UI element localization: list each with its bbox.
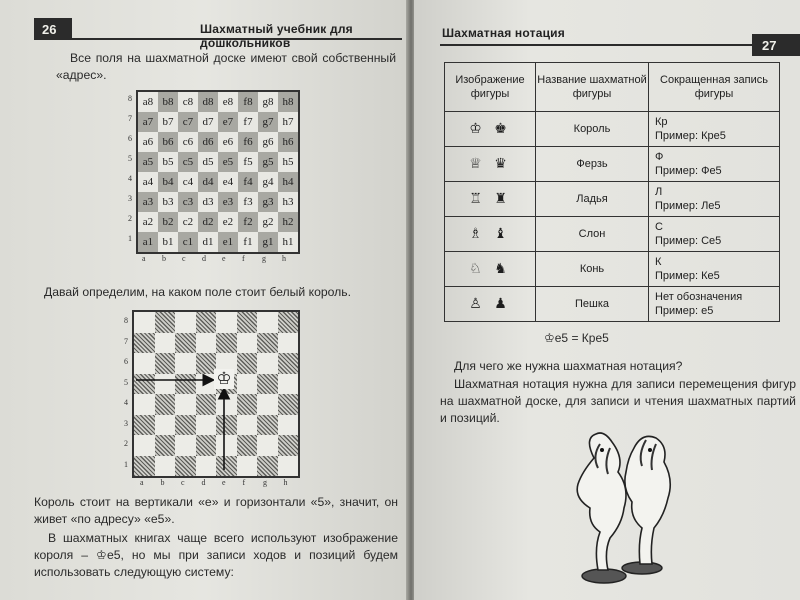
example-text: Пример: Кре5 xyxy=(655,130,726,142)
board1-square: b6 xyxy=(158,132,178,152)
board1-square: f4 xyxy=(238,172,258,192)
piece-name: Ладья xyxy=(536,182,649,217)
board1-square: f6 xyxy=(238,132,258,152)
board1-square: e2 xyxy=(218,212,238,232)
page-number-left xyxy=(34,18,72,40)
col-header-name: Название шахматной фигуры xyxy=(536,63,649,112)
board1-square: d3 xyxy=(198,192,218,212)
board1-square: c8 xyxy=(178,92,198,112)
rank-label: 2 xyxy=(128,214,132,223)
board1-square: e7 xyxy=(218,112,238,132)
board1-square: a1 xyxy=(138,232,158,252)
board1-square: c2 xyxy=(178,212,198,232)
piece-icons: ♖ ♜ xyxy=(445,182,536,217)
file-label: d xyxy=(201,478,206,487)
rank-label: 5 xyxy=(124,377,128,387)
page-number-right xyxy=(752,34,800,56)
board1-square: f1 xyxy=(238,232,258,252)
board1-square: b8 xyxy=(158,92,178,112)
rank-label: 8 xyxy=(124,316,128,325)
board1-square: d6 xyxy=(198,132,218,152)
board1-square: h3 xyxy=(278,192,298,212)
board1-square: b1 xyxy=(158,232,178,252)
board1-square: g6 xyxy=(258,132,278,152)
abbr-text: Нет обозначения xyxy=(655,291,743,303)
board1-grid xyxy=(136,90,300,254)
piece-abbreviation xyxy=(649,147,780,182)
file-label: d xyxy=(202,254,206,263)
example-text: Пример: Ле5 xyxy=(655,200,721,212)
board1-square: g1 xyxy=(258,232,278,252)
table-row xyxy=(445,287,780,322)
piece-abbreviation xyxy=(649,217,780,252)
example-text: Пример: Ке5 xyxy=(655,270,720,282)
piece-icons: ♙ ♟ xyxy=(445,287,536,322)
file-label: g xyxy=(262,254,266,263)
board1-square: e3 xyxy=(218,192,238,212)
piece-abbreviation xyxy=(649,252,780,287)
board1-square: f3 xyxy=(238,192,258,212)
rank-label: 1 xyxy=(128,234,132,243)
piece-abbreviation xyxy=(649,287,780,322)
abbr-text: Л xyxy=(655,186,663,198)
piece-name: Король xyxy=(536,112,649,147)
board1-square: c6 xyxy=(178,132,198,152)
rank-label: 3 xyxy=(124,418,128,428)
file-label: a xyxy=(140,478,144,487)
white-king-icon: ♔ xyxy=(214,369,234,389)
file-label: c xyxy=(182,254,186,263)
rank-label: 6 xyxy=(124,357,128,366)
board1-square: h7 xyxy=(278,112,298,132)
board1-square: f7 xyxy=(238,112,258,132)
board1-square: h8 xyxy=(278,92,298,112)
equation: ♔е5 = Кре5 xyxy=(544,331,609,345)
file-label: c xyxy=(181,478,185,487)
file-label: b xyxy=(162,254,166,263)
board1-square: d7 xyxy=(198,112,218,132)
arrows-overlay xyxy=(132,310,300,478)
file-label: f xyxy=(242,254,245,263)
notation-table-body xyxy=(445,112,780,322)
rank-label: 7 xyxy=(124,336,128,346)
header-title-left: Шахматный учебник для дошкольников xyxy=(200,22,353,50)
file-label: h xyxy=(282,254,286,263)
answer-text: Шахматная нотация нужна для записи перемещения фигур на шахматной доске, для записи и чтения шахматных партий и позиций. xyxy=(440,377,796,425)
question-heading: Для чего же нужна шахматная нотация? xyxy=(454,359,683,373)
example-text: Пример: е5 xyxy=(655,305,714,317)
board1-square: c7 xyxy=(178,112,198,132)
board1-square: e1 xyxy=(218,232,238,252)
board1-square: a3 xyxy=(138,192,158,212)
board1-square: a5 xyxy=(138,152,158,172)
rank-label: 5 xyxy=(128,154,132,163)
board1-square: c3 xyxy=(178,192,198,212)
board1-square: b3 xyxy=(158,192,178,212)
board1-square: d5 xyxy=(198,152,218,172)
table-row xyxy=(445,182,780,217)
board1-square: g4 xyxy=(258,172,278,192)
abbr-text: Ф xyxy=(655,151,664,163)
board1-square: a2 xyxy=(138,212,158,232)
file-label: a xyxy=(142,254,146,263)
rank-label: 4 xyxy=(128,174,132,183)
piece-name: Ферзь xyxy=(536,147,649,182)
board1-square: e5 xyxy=(218,152,238,172)
col-header-image: Изображение фигуры xyxy=(445,63,536,112)
page-number-left-text: 26 xyxy=(42,21,57,37)
board1-square: d2 xyxy=(198,212,218,232)
board1-square: d8 xyxy=(198,92,218,112)
paragraph-1: Король стоит на вертикали «е» и горизонтали «5», значит, он живет «по адресу» «е5». xyxy=(34,495,398,526)
rank-label: 4 xyxy=(124,398,128,407)
piece-icons: ♔ ♚ xyxy=(445,112,536,147)
board1-square: b2 xyxy=(158,212,178,232)
piece-icons: ♘ ♞ xyxy=(445,252,536,287)
question-text: Давай определим, на каком поле стоит белый король. xyxy=(44,285,351,299)
board1-square: c5 xyxy=(178,152,198,172)
file-label: e xyxy=(222,478,226,487)
board1-square: g2 xyxy=(258,212,278,232)
page-number-right-text: 27 xyxy=(762,37,777,53)
table-row xyxy=(445,112,780,147)
example-text: Пример: Се5 xyxy=(655,235,722,247)
board1-square: g8 xyxy=(258,92,278,112)
board1-square: a4 xyxy=(138,172,158,192)
board1-square: f2 xyxy=(238,212,258,232)
abbr-text: Кр xyxy=(655,116,668,128)
intro-text: Все поля на шахматной доске имеют свой собственный «адрес». xyxy=(56,51,396,82)
rank-label: 8 xyxy=(128,94,132,103)
piece-icons: ♗ ♝ xyxy=(445,217,536,252)
right-page xyxy=(414,0,800,600)
board1-square: c1 xyxy=(178,232,198,252)
rank-label: 7 xyxy=(128,114,132,123)
board1-square: f8 xyxy=(238,92,258,112)
piece-name: Пешка xyxy=(536,287,649,322)
rank-label: 2 xyxy=(124,439,128,448)
board1-square: e4 xyxy=(218,172,238,192)
table-row xyxy=(445,217,780,252)
board1-square: a8 xyxy=(138,92,158,112)
file-label: e xyxy=(222,254,226,263)
board1-square: h6 xyxy=(278,132,298,152)
knights-illustration xyxy=(564,428,694,588)
rank-label: 6 xyxy=(128,134,132,143)
board1-square: h2 xyxy=(278,212,298,232)
file-label: b xyxy=(160,478,165,487)
board1-square: g7 xyxy=(258,112,278,132)
paragraph-2: В шахматных книгах чаще всего используют изображение короля – ♔е5, но мы при записи ходов и позиций будем использовать следующую систему: xyxy=(34,531,398,579)
board1-square: h1 xyxy=(278,232,298,252)
example-text: Пример: Фе5 xyxy=(655,165,722,177)
board1-square: d1 xyxy=(198,232,218,252)
header-title-right: Шахматная нотация xyxy=(442,26,565,40)
piece-abbreviation xyxy=(649,182,780,217)
board1-square: b5 xyxy=(158,152,178,172)
rank-label: 1 xyxy=(124,459,128,469)
board1-square: e8 xyxy=(218,92,238,112)
header-rule-right xyxy=(440,44,770,46)
table-row xyxy=(445,252,780,287)
board1-square: h4 xyxy=(278,172,298,192)
board1-square: b4 xyxy=(158,172,178,192)
file-label: h xyxy=(283,478,288,487)
board1-square: c4 xyxy=(178,172,198,192)
notation-table xyxy=(444,62,780,322)
board1-square: f5 xyxy=(238,152,258,172)
piece-name: Слон xyxy=(536,217,649,252)
board1-square: e6 xyxy=(218,132,238,152)
board1-square: g3 xyxy=(258,192,278,212)
board1-square: g5 xyxy=(258,152,278,172)
board1-square: a7 xyxy=(138,112,158,132)
board1-square: b7 xyxy=(158,112,178,132)
table-row xyxy=(445,147,780,182)
board1-square: a6 xyxy=(138,132,158,152)
file-label: g xyxy=(263,478,267,487)
abbr-text: К xyxy=(655,256,662,268)
rank-label: 3 xyxy=(128,194,132,203)
piece-abbreviation xyxy=(649,112,780,147)
abbr-text: С xyxy=(655,221,663,233)
piece-icons: ♕ ♛ xyxy=(445,147,536,182)
board1-square: h5 xyxy=(278,152,298,172)
board1-square: d4 xyxy=(198,172,218,192)
piece-name: Конь xyxy=(536,252,649,287)
col-header-abbr: Сокращенная запись фигуры xyxy=(649,63,780,112)
file-label: f xyxy=(242,478,246,487)
